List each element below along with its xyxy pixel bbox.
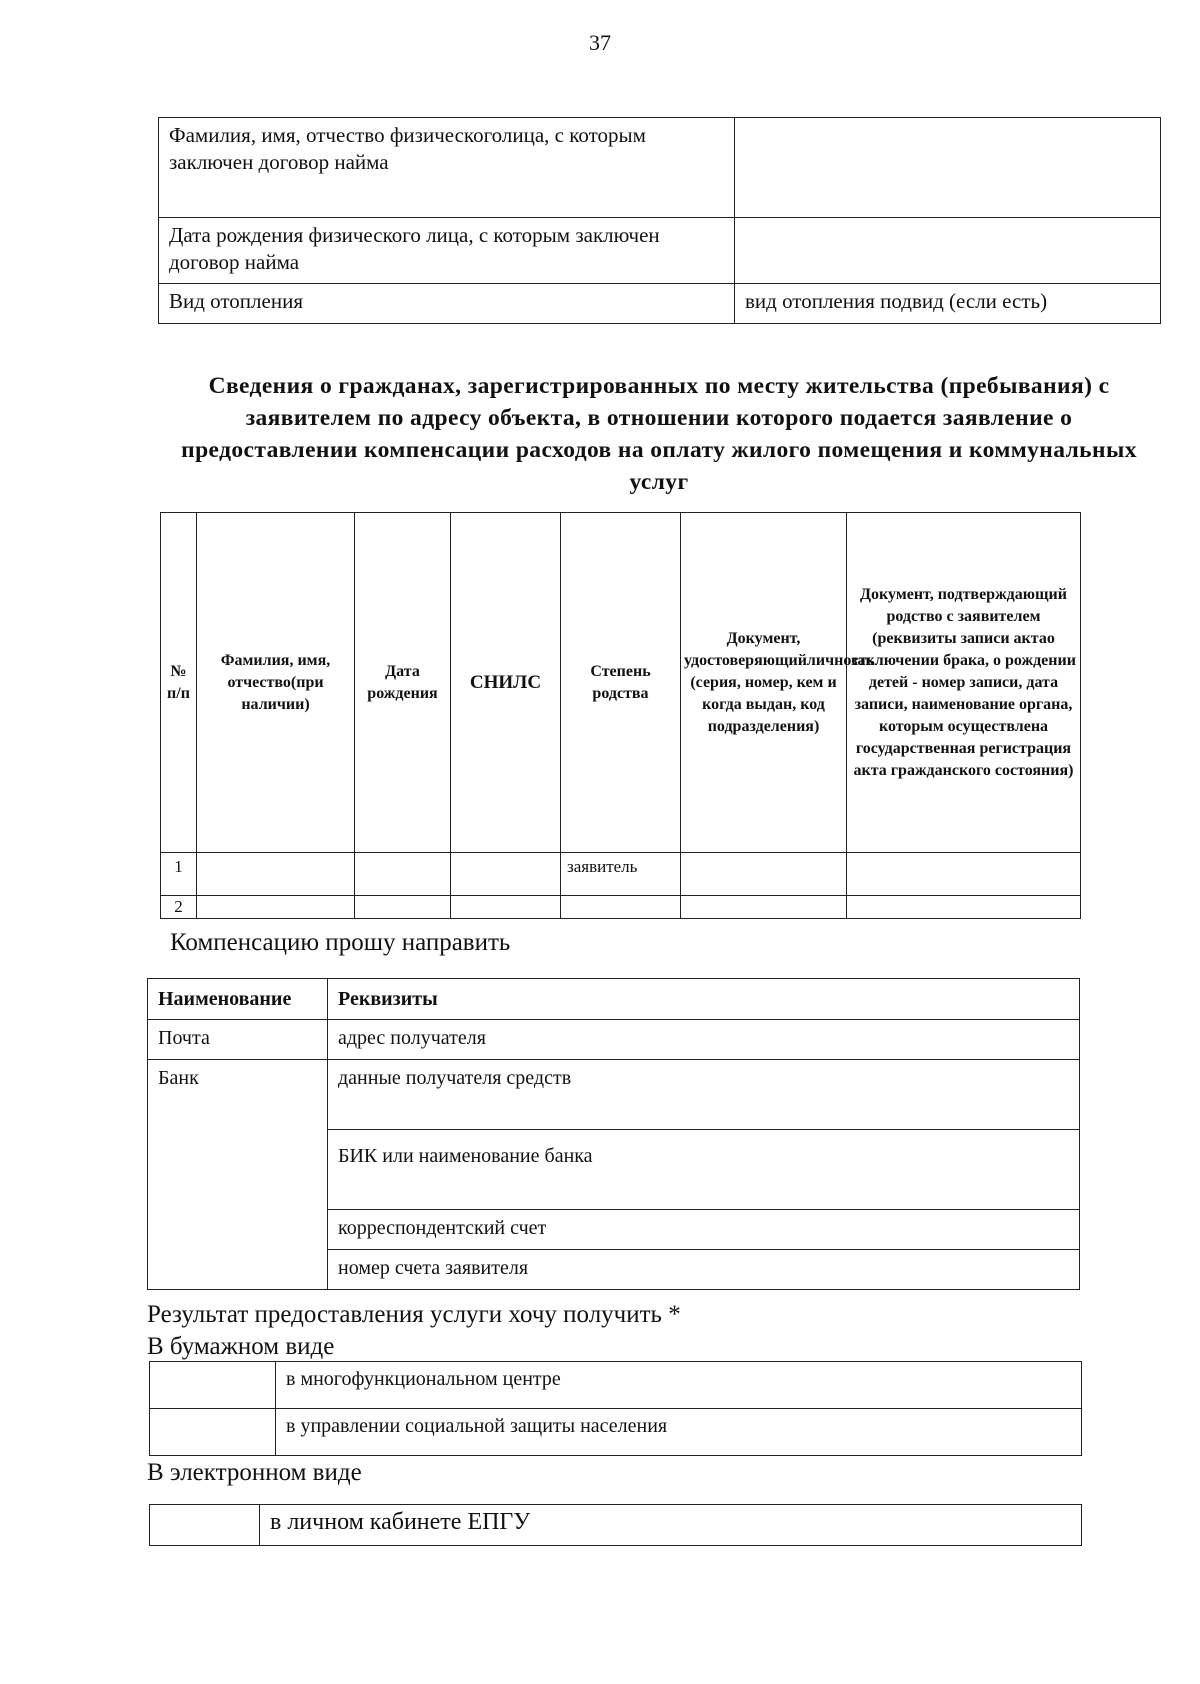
cell-birth-date[interactable] (355, 896, 451, 919)
bank-applicant-account[interactable]: номер счета заявителя (328, 1250, 1080, 1290)
header-details: Реквизиты (328, 979, 1080, 1020)
cell-birth-date[interactable] (355, 853, 451, 896)
result-heading: Результат предоставления услуги хочу получить * (147, 1301, 681, 1328)
cell-relationship[interactable] (561, 896, 681, 919)
mfc-checkbox[interactable] (150, 1362, 276, 1409)
header-relationship: Степень родства (561, 513, 681, 853)
cell-full-name[interactable] (197, 896, 355, 919)
compensation-heading: Компенсацию прошу направить (170, 929, 511, 956)
header-identity-document: Документ, удостоверяющийличность (серия, номер, кем и когда выдан, код подразделения) (681, 513, 847, 853)
cell-identity-document[interactable] (681, 896, 847, 919)
bank-correspondent-account[interactable]: корреспондентский счет (328, 1210, 1080, 1250)
bank-recipient-data[interactable]: данные получателя средств (328, 1060, 1080, 1130)
table-header-row (148, 979, 1080, 1020)
heating-type-label: Вид отопления (159, 284, 735, 324)
epgu-checkbox[interactable] (150, 1505, 260, 1546)
table-row (159, 218, 1161, 284)
tenant-info-table (158, 117, 1161, 324)
section-title: Сведения о гражданах, зарегистрированных по месту жительства (пребывания) с заявителем по адресу объекта, в отношении которого подается заявление о предоставлении компенсации расходов на оплату жилого помещения и коммунальных услуг (181, 373, 1137, 495)
header-snils: СНИЛС (451, 513, 561, 853)
post-recipient-address[interactable]: адрес получателя (328, 1020, 1080, 1060)
cell-relationship: заявитель (561, 853, 681, 896)
table-row (150, 1505, 1082, 1546)
table-row (150, 1362, 1082, 1409)
table-row (159, 118, 1161, 218)
cell-snils[interactable] (451, 853, 561, 896)
option-social-protection: в управлении социальной защиты населения (276, 1409, 1082, 1456)
header-full-name: Фамилия, имя, отчество(при наличии) (197, 513, 355, 853)
table-row (161, 853, 1081, 896)
table-row (159, 284, 1161, 324)
electronic-form-options (149, 1504, 1082, 1546)
row-number: 1 (161, 853, 197, 896)
post-label: Почта (148, 1020, 328, 1060)
bank-label: Банк (148, 1060, 328, 1290)
table-row (150, 1409, 1082, 1456)
page-number: 37 (589, 30, 611, 55)
cell-identity-document[interactable] (681, 853, 847, 896)
compensation-table (147, 978, 1080, 1290)
tenant-name-value[interactable] (735, 118, 1161, 218)
cell-kinship-document[interactable] (847, 853, 1081, 896)
cell-snils[interactable] (451, 896, 561, 919)
row-number: 2 (161, 896, 197, 919)
table-row (148, 1060, 1080, 1130)
option-mfc: в многофункциональном центре (276, 1362, 1082, 1409)
table-row (148, 1020, 1080, 1060)
option-epgu-account: в личном кабинете ЕПГУ (260, 1505, 1082, 1546)
header-number: № п/п (161, 513, 197, 853)
table-row (161, 896, 1081, 919)
table-header-row (161, 513, 1081, 853)
electronic-form-heading: В электронном виде (147, 1459, 362, 1486)
header-kinship-document: Документ, подтверждающий родство с заявителем (реквизиты записи актао заключении брака, о рождении детей - номер записи, дата записи, наименование органа, которым осуществлена государственная регистрация акта гражданского состояния) (847, 513, 1081, 853)
heating-type-value[interactable]: вид отопления подвид (если есть) (735, 284, 1161, 324)
cell-full-name[interactable] (197, 853, 355, 896)
paper-form-heading: В бумажном виде (147, 1333, 335, 1360)
bank-bik[interactable]: БИК или наименование банка (328, 1130, 1080, 1210)
header-name: Наименование (148, 979, 328, 1020)
social-protection-checkbox[interactable] (150, 1409, 276, 1456)
tenant-name-label: Фамилия, имя, отчество физическоголица, с которым заключен договор найма (159, 118, 735, 218)
registered-citizens-table (160, 512, 1081, 919)
paper-form-options (149, 1361, 1082, 1456)
cell-kinship-document[interactable] (847, 896, 1081, 919)
tenant-birthdate-label: Дата рождения физического лица, с которым заключен договор найма (159, 218, 735, 284)
header-birth-date: Дата рождения (355, 513, 451, 853)
tenant-birthdate-value[interactable] (735, 218, 1161, 284)
